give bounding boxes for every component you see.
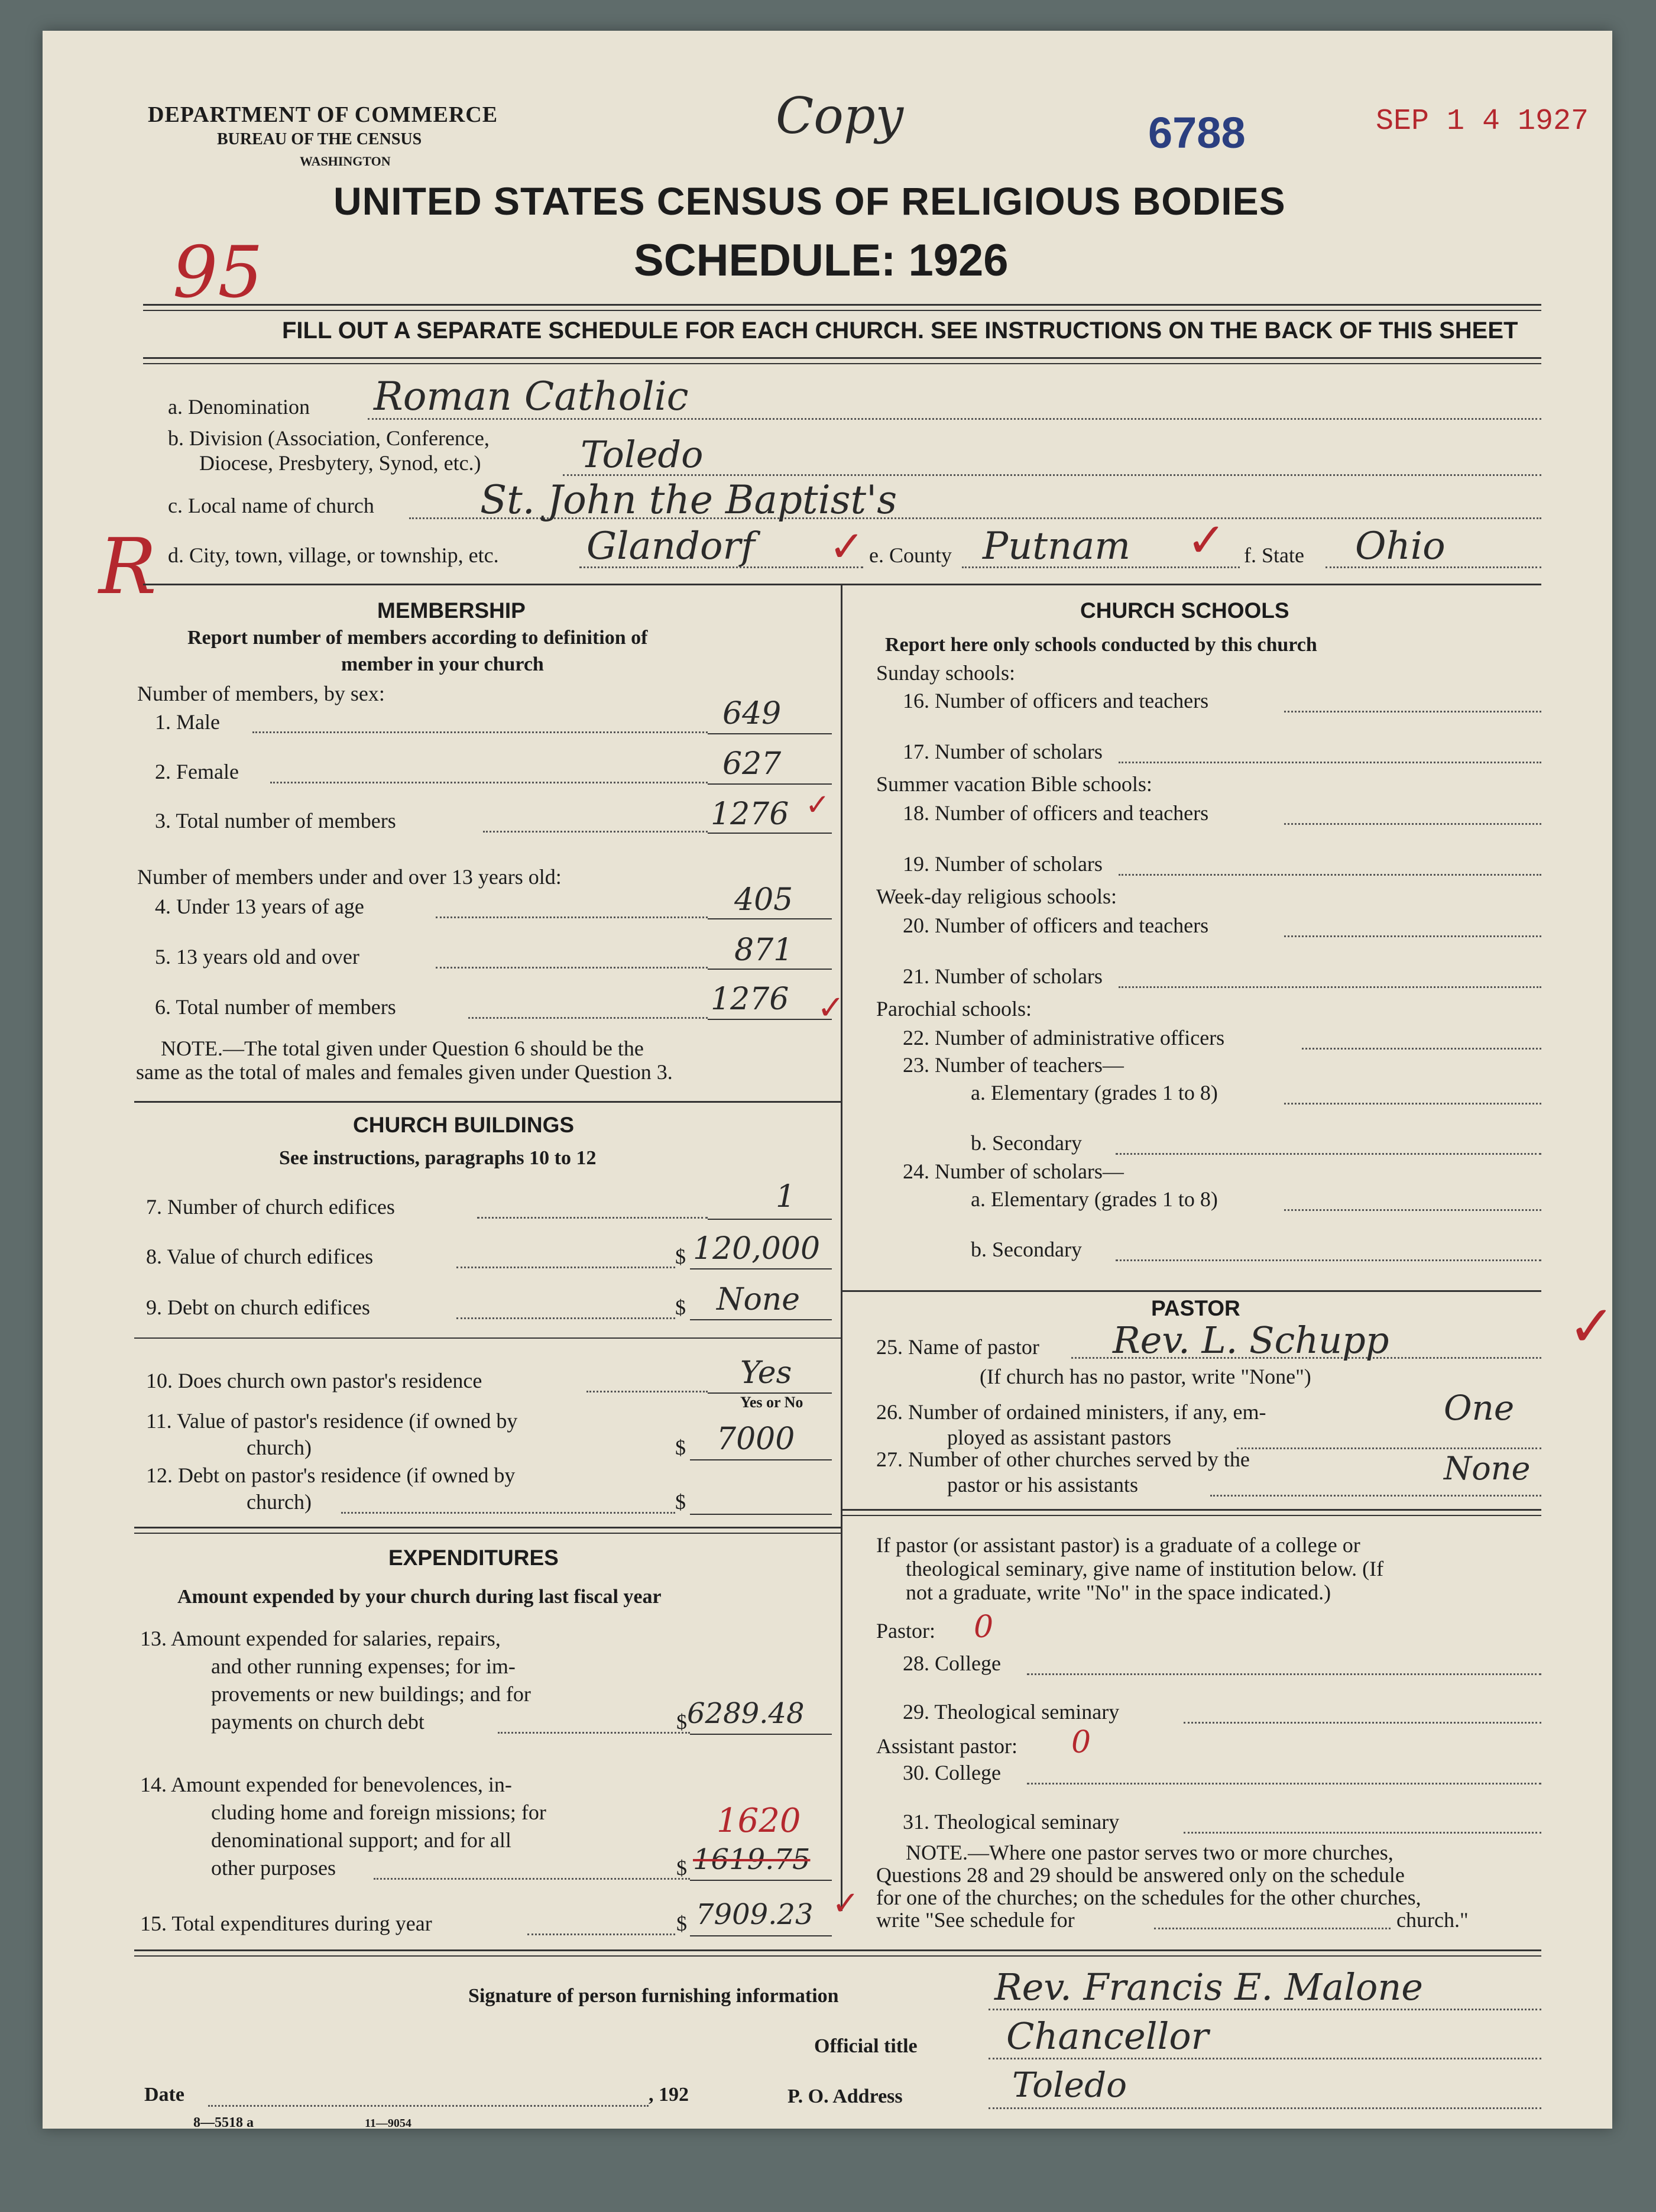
membership-note-line2: same as the total of males and females given under Question 3. — [136, 1060, 673, 1084]
graduate-instruction-line2: theological seminary, give name of institution below. (If — [906, 1557, 1384, 1581]
q24-label: 24. Number of scholars— — [903, 1160, 1124, 1183]
q23b-label: b. Secondary — [971, 1131, 1082, 1155]
graduate-instruction-line1: If pastor (or assistant pastor) is a graduate of a college or — [876, 1533, 1360, 1557]
city-heading: WASHINGTON — [300, 154, 391, 169]
q27-label-line1: 27. Number of other churches served by the — [876, 1447, 1250, 1471]
pastor-section-title: PASTOR — [1151, 1296, 1240, 1320]
pastor-graduate-value: 0 — [974, 1609, 994, 1645]
pastor-note-line1: NOTE.—Where one pastor serves two or more churches, — [906, 1841, 1393, 1864]
q5-13andover-value: 871 — [734, 932, 793, 968]
city-label: d. City, town, village, or township, etc. — [168, 543, 499, 567]
denomination-label: a. Denomination — [168, 395, 310, 419]
weekday-schools-label: Week-day religious schools: — [876, 885, 1117, 908]
pastor-note-line4: write "See schedule for — [876, 1908, 1075, 1932]
q26-value: One — [1444, 1388, 1515, 1428]
division-label-line2: Diocese, Presbytery, Synod, etc.) — [199, 451, 481, 475]
q9-dollar-sign: $ — [675, 1296, 686, 1319]
q15-total-label: 15. Total expenditures during year — [140, 1912, 432, 1935]
county-label: e. County — [869, 543, 952, 567]
department-heading: DEPARTMENT OF COMMERCE — [148, 102, 498, 127]
print-code: 11—9054 — [365, 2117, 411, 2130]
assistant-graduate-label: Assistant pastor: — [876, 1734, 1017, 1758]
summer-schools-label: Summer vacation Bible schools: — [876, 772, 1152, 796]
sunday-schools-label: Sunday schools: — [876, 661, 1016, 685]
official-title-value: Chancellor — [1006, 2015, 1209, 2058]
q8-dollar-sign: $ — [675, 1245, 686, 1268]
file-number-stamp: 6788 — [1148, 108, 1246, 157]
city-checkmark-icon: ✓ — [829, 523, 865, 571]
division-value: Toledo — [581, 433, 704, 476]
copy-handwritten-mark: Copy — [776, 87, 904, 145]
form-number: 8—5518 a — [193, 2115, 254, 2130]
q5-13andover-label: 5. 13 years old and over — [155, 945, 359, 969]
division-label-line1: b. Division (Association, Conference, — [168, 426, 490, 450]
q14-label-line1: 14. Amount expended for benevolences, in- — [140, 1773, 512, 1796]
q18-label: 18. Number of officers and teachers — [903, 801, 1209, 825]
q19-label: 19. Number of scholars — [903, 852, 1103, 876]
q25-checkmark-icon: ✓ — [1568, 1295, 1616, 1358]
pastor-note-line5: church." — [1396, 1908, 1469, 1932]
parochial-schools-label: Parochial schools: — [876, 997, 1032, 1021]
members-by-age-label: Number of members under and over 13 years old: — [137, 865, 562, 889]
q27-value: None — [1444, 1450, 1531, 1487]
q8-value-label: 8. Value of church edifices — [146, 1245, 374, 1268]
q24a-label: a. Elementary (grades 1 to 8) — [971, 1187, 1218, 1211]
q6-checkmark-icon: ✓ — [817, 990, 845, 1026]
denomination-value: Roman Catholic — [374, 374, 689, 419]
q2-female-value: 627 — [722, 746, 782, 782]
city-value: Glandorf — [586, 524, 755, 568]
margin-r-annotation: R — [99, 522, 157, 611]
q30-label: 30. College — [903, 1761, 1001, 1785]
local-name-value: St. John the Baptist's — [480, 477, 897, 523]
q14-corrected-value: 1620 — [717, 1802, 801, 1840]
q12-residence-debt-label-line1: 12. Debt on pastor's residence (if owned by — [146, 1463, 516, 1487]
q6-total-label: 6. Total number of members — [155, 995, 396, 1019]
q16-label: 16. Number of officers and teachers — [903, 689, 1209, 712]
q25-note: (If church has no pastor, write "None") — [980, 1365, 1311, 1388]
schools-section-title: CHURCH SCHOOLS — [1080, 598, 1289, 623]
membership-subtitle-line2: member in your church — [341, 653, 544, 675]
q11-dollar-sign: $ — [675, 1436, 686, 1459]
q11-residence-value-value: 7000 — [717, 1421, 795, 1457]
schedule-title: SCHEDULE: 1926 — [634, 235, 1009, 286]
official-title-label: Official title — [814, 2035, 918, 2057]
expenditures-subtitle: Amount expended by your church during last fiscal year — [177, 1586, 662, 1608]
q15-checkmark-icon: ✓ — [832, 1886, 860, 1922]
buildings-subtitle: See instructions, paragraphs 10 to 12 — [279, 1147, 597, 1169]
q7-edifices-value: 1 — [776, 1179, 796, 1215]
q2-female-label: 2. Female — [155, 760, 239, 783]
members-by-sex-label: Number of members, by sex: — [137, 682, 385, 705]
q14-label-line4: other purposes — [211, 1856, 336, 1880]
assistant-graduate-value: 0 — [1071, 1725, 1091, 1760]
instruction-banner: FILL OUT A SEPARATE SCHEDULE FOR EACH CHURCH. SEE INSTRUCTIONS ON THE BACK OF THIS SHEET — [282, 318, 1518, 344]
q24b-label: b. Secondary — [971, 1238, 1082, 1261]
q11-residence-value-label-line1: 11. Value of pastor's residence (if owned by — [146, 1409, 518, 1433]
q3-total-label: 3. Total number of members — [155, 809, 396, 833]
q4-under13-label: 4. Under 13 years of age — [155, 895, 364, 918]
q21-label: 21. Number of scholars — [903, 964, 1103, 988]
q28-label: 28. College — [903, 1651, 1001, 1675]
q6-total-value: 1276 — [711, 982, 789, 1017]
q7-edifices-label: 7. Number of church edifices — [146, 1195, 395, 1219]
q9-debt-value: None — [717, 1282, 801, 1317]
signature-value: Rev. Francis E. Malone — [994, 1965, 1423, 2009]
schools-subtitle: Report here only schools conducted by this church — [885, 634, 1317, 656]
pastor-graduate-label: Pastor: — [876, 1619, 936, 1643]
margin-number-annotation: 95 — [173, 232, 263, 314]
q4-under13-value: 405 — [734, 882, 793, 918]
q26-label-line2: ployed as assistant pastors — [947, 1426, 1171, 1449]
q13-label-line1: 13. Amount expended for salaries, repairs, — [140, 1627, 501, 1650]
q23a-label: a. Elementary (grades 1 to 8) — [971, 1081, 1218, 1105]
signature-label: Signature of person furnishing information — [468, 1985, 839, 2007]
q26-label-line1: 26. Number of ordained ministers, if any, em- — [876, 1400, 1266, 1424]
q1-male-value: 649 — [722, 696, 782, 731]
state-value: Ohio — [1355, 524, 1446, 568]
q9-debt-label: 9. Debt on church edifices — [146, 1296, 370, 1319]
graduate-instruction-line3: not a graduate, write "No" in the space indicated.) — [906, 1581, 1331, 1604]
date-year-prefix: , 192 — [649, 2084, 689, 2106]
membership-subtitle-line1: Report number of members according to definition of — [187, 627, 648, 649]
q14-label-line2: cluding home and foreign missions; for — [211, 1800, 546, 1824]
buildings-section-title: CHURCH BUILDINGS — [353, 1113, 575, 1137]
date-label: Date — [144, 2084, 184, 2106]
county-checkmark-icon: ✓ — [1187, 515, 1227, 567]
q27-label-line2: pastor or his assistants — [947, 1473, 1138, 1497]
q14-label-line3: denominational support; and for all — [211, 1828, 511, 1852]
q13-label-line3: provements or new buildings; and for — [211, 1682, 531, 1706]
q13-value: 6289.48 — [687, 1697, 805, 1730]
expenditures-section-title: EXPENDITURES — [388, 1546, 559, 1570]
q14-crossed-value: 1619.75 — [693, 1843, 811, 1876]
state-label: f. State — [1244, 543, 1304, 567]
q13-dollar-sign: $ — [676, 1710, 687, 1734]
q25-label: 25. Name of pastor — [876, 1335, 1039, 1359]
q8-value-value: 120,000 — [693, 1231, 821, 1267]
form-title: UNITED STATES CENSUS OF RELIGIOUS BODIES — [333, 179, 1286, 223]
q25-pastor-name-value: Rev. L. Schupp — [1113, 1319, 1389, 1362]
local-name-label: c. Local name of church — [168, 494, 374, 517]
q3-total-value: 1276 — [711, 796, 789, 832]
q14-dollar-sign: $ — [676, 1856, 687, 1880]
membership-section-title: MEMBERSHIP — [377, 598, 526, 623]
q1-male-label: 1. Male — [155, 710, 220, 734]
yes-or-no-hint: Yes or No — [740, 1394, 803, 1411]
pastor-note-line3: for one of the churches; on the schedules for the other churches, — [876, 1886, 1421, 1909]
membership-note-line1: NOTE.—The total given under Question 6 should be the — [161, 1037, 644, 1060]
q13-label-line4: payments on church debt — [211, 1710, 424, 1734]
po-address-label: P. O. Address — [788, 2085, 903, 2107]
q29-label: 29. Theological seminary — [903, 1700, 1120, 1724]
q12-dollar-sign: $ — [675, 1490, 686, 1514]
q17-label: 17. Number of scholars — [903, 740, 1103, 763]
q10-owns-residence-value: Yes — [740, 1355, 792, 1391]
county-value: Putnam — [983, 524, 1131, 568]
q15-dollar-sign: $ — [676, 1912, 687, 1935]
po-address-value: Toledo — [1012, 2065, 1127, 2105]
pastor-note-line2: Questions 28 and 29 should be answered only on the schedule — [876, 1863, 1405, 1887]
q22-label: 22. Number of administrative officers — [903, 1026, 1225, 1050]
q13-label-line2: and other running expenses; for im- — [211, 1654, 516, 1678]
q11-residence-value-label-line2: church) — [247, 1436, 312, 1459]
q23-label: 23. Number of teachers— — [903, 1053, 1124, 1077]
q12-residence-debt-label-line2: church) — [247, 1490, 312, 1514]
bureau-heading: BUREAU OF THE CENSUS — [217, 130, 422, 148]
q10-owns-residence-label: 10. Does church own pastor's residence — [146, 1369, 482, 1392]
received-date-stamp: SEP 1 4 1927 — [1376, 105, 1589, 138]
q3-checkmark-icon: ✓ — [805, 788, 830, 821]
q31-label: 31. Theological seminary — [903, 1810, 1120, 1834]
q20-label: 20. Number of officers and teachers — [903, 914, 1209, 937]
census-schedule-sheet — [43, 31, 1616, 2130]
q15-total-value: 7909.23 — [696, 1898, 814, 1931]
